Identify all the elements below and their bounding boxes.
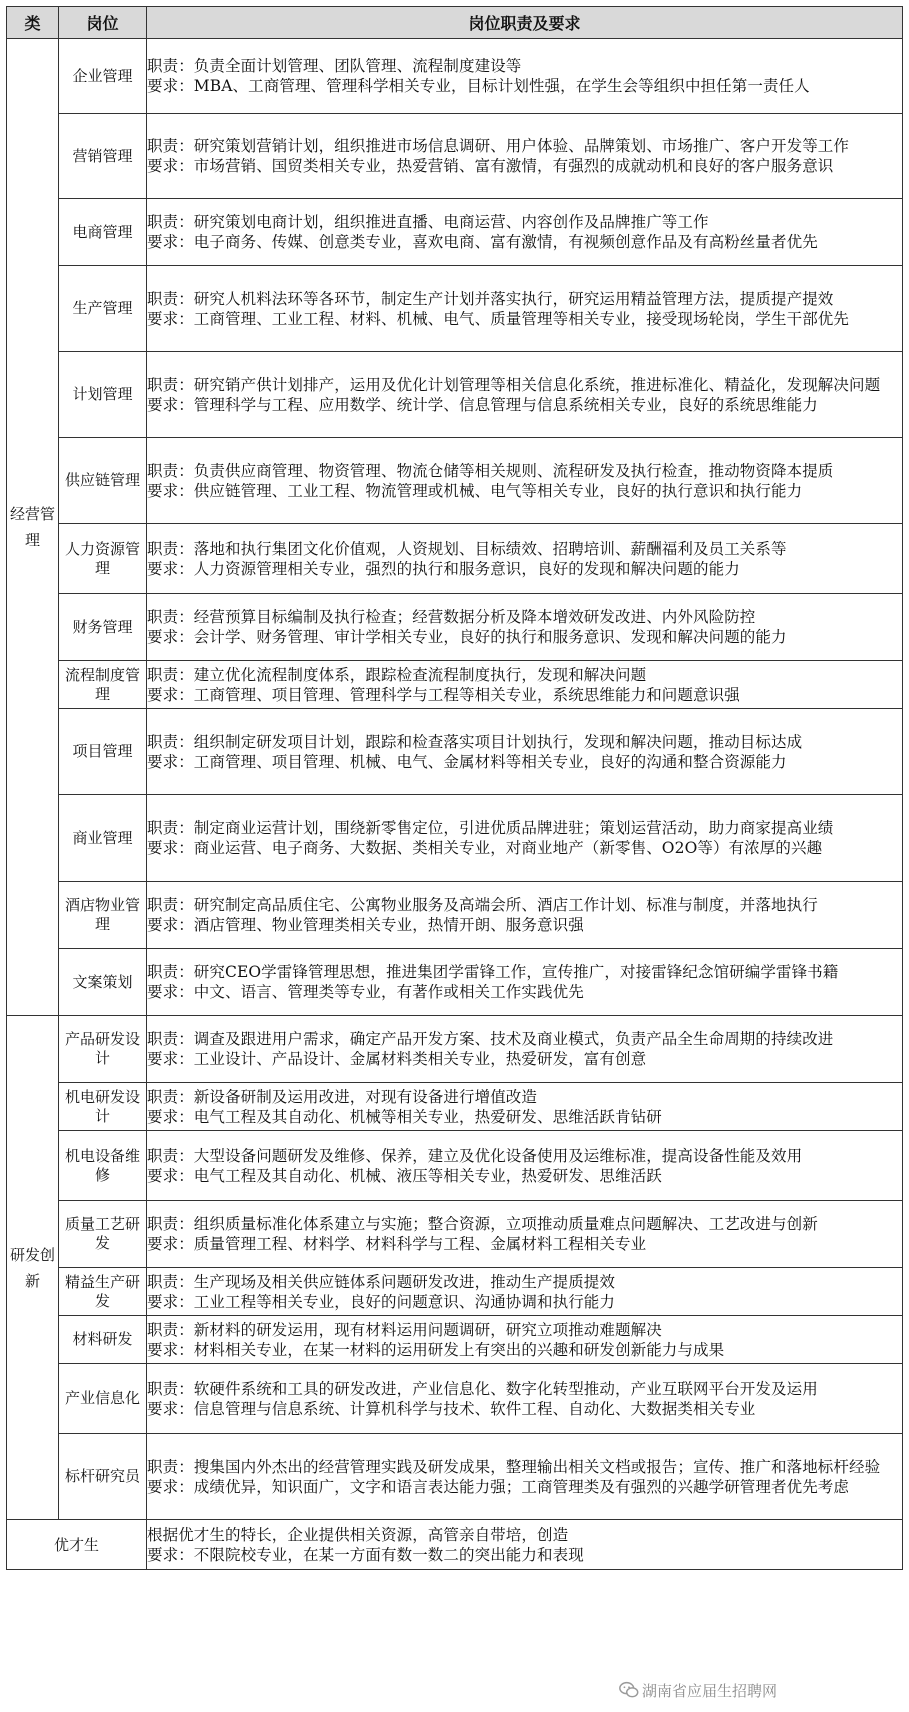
requirement-text: 要求：工商管理、项目管理、管理科学与工程等相关专业，系统思维能力和问题意识强 bbox=[147, 685, 740, 704]
description-cell bbox=[147, 1434, 903, 1520]
duty-text: 职责：建立优化流程制度体系，跟踪检查流程制度执行，发现和解决问题 bbox=[147, 665, 647, 684]
position-cell: 材料研发 bbox=[59, 1316, 147, 1364]
requirement-text: 要求：商业运营、电子商务、大数据、类相关专业，对商业地产（新零售、O2O等）有浓厚的兴趣 bbox=[147, 839, 823, 857]
position-cell: 质量工艺研发 bbox=[59, 1201, 147, 1268]
requirement-text: 要求：工业设计、产品设计、金属材料类相关专业，热爱研发，富有创意 bbox=[147, 1050, 647, 1068]
table-row bbox=[7, 114, 903, 199]
description-cell bbox=[147, 594, 903, 661]
wechat-icon bbox=[618, 1679, 640, 1701]
table-row bbox=[7, 199, 903, 266]
requirement-text: 要求：中文、语言、管理类等专业，有著作或相关工作实践优先 bbox=[147, 983, 584, 1001]
table-row bbox=[7, 1316, 903, 1364]
requirement-text: 要求：供应链管理、工业工程、物流管理或机械、电气等相关专业，良好的执行意识和执行能力 bbox=[147, 481, 803, 500]
requirement-text: 要求：市场营销、国贸类相关专业，热爱营销、富有激情，有强烈的成就动机和良好的客户服务意识 bbox=[147, 157, 834, 175]
position-cell: 商业管理 bbox=[59, 795, 147, 882]
position-cell: 文案策划 bbox=[59, 949, 147, 1016]
duty-text: 职责：组织制定研发项目计划，跟踪和检查落实项目计划执行，发现和解决问题，推动目标达成 bbox=[147, 732, 803, 751]
duty-text: 职责：研究CEO学雷锋管理思想，推进集团学雷锋工作，宣传推广，对接雷锋纪念馆研编学雷锋书籍 bbox=[147, 963, 839, 981]
requirement-text: 要求：电子商务、传媒、创意类专业，喜欢电商、富有激情，有视频创意作品及有高粉丝量者优先 bbox=[147, 233, 818, 251]
description-cell bbox=[147, 1268, 903, 1316]
description-cell bbox=[147, 438, 903, 524]
position-cell: 营销管理 bbox=[59, 114, 147, 199]
position-cell: 企业管理 bbox=[59, 39, 147, 114]
description-cell bbox=[147, 1316, 903, 1364]
header-description: 岗位职责及要求 bbox=[147, 7, 903, 39]
requirement-text: 要求：信息管理与信息系统、计算机科学与技术、软件工程、自动化、大数据类相关专业 bbox=[147, 1399, 756, 1418]
table-row bbox=[7, 438, 903, 524]
position-cell: 酒店物业管理 bbox=[59, 882, 147, 949]
table-row bbox=[7, 661, 903, 709]
duty-text: 职责：组织质量标准化体系建立与实施；整合资源，立项推动质量难点问题解决、工艺改进与创新 bbox=[147, 1215, 818, 1233]
position-cell: 电商管理 bbox=[59, 199, 147, 266]
requirement-text: 要求：管理科学与工程、应用数学、统计学、信息管理与信息系统相关专业，良好的系统思维能力 bbox=[147, 395, 818, 414]
requirement-text: 要求：会计学、财务管理、审计学相关专业，良好的执行和服务意识、发现和解决问题的能力 bbox=[147, 628, 787, 646]
table-row bbox=[7, 266, 903, 352]
table-row-special bbox=[7, 1520, 903, 1570]
duty-text: 职责：研究人机料法环等各环节，制定生产计划并落实执行，研究运用精益管理方法，提质提产提效 bbox=[147, 289, 834, 308]
description-cell bbox=[147, 949, 903, 1016]
description-cell bbox=[147, 709, 903, 795]
position-cell: 计划管理 bbox=[59, 352, 147, 438]
position-cell: 精益生产研发 bbox=[59, 1268, 147, 1316]
table-row bbox=[7, 524, 903, 594]
requirement-text: 要求：酒店管理、物业管理类相关专业，热情开朗、服务意识强 bbox=[147, 916, 584, 934]
table-row bbox=[7, 1434, 903, 1520]
requirement-text: 要求：MBA、工商管理、管理科学相关专业，目标计划性强，在学生会等组织中担任第一责任人 bbox=[147, 77, 810, 95]
duty-text: 职责：研究销产供计划排产，运用及优化计划管理等相关信息化系统，推进标准化、精益化，发现解决问题 bbox=[147, 375, 881, 394]
table-row bbox=[7, 709, 903, 795]
requirement-text: 要求：电气工程及其自动化、机械等相关专业，热爱研发、思维活跃肯钻研 bbox=[147, 1107, 662, 1126]
duty-text: 职责：搜集国内外杰出的经营管理实践及研发成果，整理输出相关文档或报告；宣传、推广和落地标杆经验 bbox=[147, 1457, 881, 1476]
requirement-text: 要求：质量管理工程、材料学、材料科学与工程、金属材料工程相关专业 bbox=[147, 1235, 647, 1253]
header-position: 岗位 bbox=[59, 7, 147, 39]
requirement-text: 要求：工业工程等相关专业，良好的问题意识、沟通协调和执行能力 bbox=[147, 1292, 616, 1311]
category-cell: 研发创新 bbox=[7, 1016, 59, 1520]
category-cell: 经营管理 bbox=[7, 39, 59, 1016]
duty-text: 职责：软硬件系统和工具的研发改进，产业信息化、数字化转型推动，产业互联网平台开发及运用 bbox=[147, 1379, 818, 1398]
position-cell: 机电设备维修 bbox=[59, 1131, 147, 1201]
duty-text: 职责：研究策划营销计划，组织推进市场信息调研、用户体验、品牌策划、市场推广、客户开发等工作 bbox=[147, 137, 850, 155]
job-positions-table bbox=[6, 6, 903, 1570]
duty-text: 职责：落地和执行集团文化价值观，人资规划、目标绩效、招聘培训、薪酬福利及员工关系等 bbox=[147, 539, 787, 558]
table-header-row bbox=[7, 7, 903, 39]
table-row bbox=[7, 594, 903, 661]
position-cell: 标杆研究员 bbox=[59, 1434, 147, 1520]
requirement-text: 要求：人力资源管理相关专业，强烈的执行和服务意识，良好的发现和解决问题的能力 bbox=[147, 559, 740, 578]
description-cell bbox=[147, 1364, 903, 1434]
duty-text: 职责：新材料的研发运用，现有材料运用问题调研，研究立项推动难题解决 bbox=[147, 1320, 662, 1339]
duty-text: 职责：新设备研制及运用改进，对现有设备进行增值改造 bbox=[147, 1087, 538, 1106]
position-cell: 产业信息化 bbox=[59, 1364, 147, 1434]
description-cell bbox=[147, 39, 903, 114]
requirement-text: 要求：不限院校专业，在某一方面有数一数二的突出能力和表现 bbox=[147, 1545, 584, 1564]
table-row bbox=[7, 882, 903, 949]
duty-text: 职责：制定商业运营计划，围绕新零售定位，引进优质品牌进驻；策划运营活动，助力商家提高业绩 bbox=[147, 819, 834, 837]
special-label-cell: 优才生 bbox=[7, 1520, 147, 1570]
requirement-text: 要求：电气工程及其自动化、机械、液压等相关专业，热爱研发、思维活跃 bbox=[147, 1166, 662, 1185]
position-cell: 财务管理 bbox=[59, 594, 147, 661]
position-cell: 产品研发设计 bbox=[59, 1016, 147, 1083]
duty-text: 职责：负责供应商管理、物资管理、物流仓储等相关规则、流程研发及执行检查，推动物资降本提质 bbox=[147, 461, 834, 480]
table-row bbox=[7, 795, 903, 882]
duty-text: 职责：调查及跟进用户需求，确定产品开发方案、技术及商业模式，负责产品全生命周期的持续改进 bbox=[147, 1030, 834, 1048]
duty-text: 职责：研究制定高品质住宅、公寓物业服务及高端会所、酒店工作计划、标准与制度，并落地执行 bbox=[147, 896, 818, 914]
table-row bbox=[7, 1364, 903, 1434]
description-cell bbox=[147, 352, 903, 438]
table-row bbox=[7, 1016, 903, 1083]
table-row bbox=[7, 352, 903, 438]
table-row bbox=[7, 1201, 903, 1268]
position-cell: 生产管理 bbox=[59, 266, 147, 352]
duty-text: 职责：生产现场及相关供应链体系问题研发改进，推动生产提质提效 bbox=[147, 1272, 616, 1291]
position-cell: 机电研发设计 bbox=[59, 1083, 147, 1131]
description-cell bbox=[147, 114, 903, 199]
duty-text: 职责：研究策划电商计划，组织推进直播、电商运营、内容创作及品牌推广等工作 bbox=[147, 213, 709, 231]
header-category: 类 bbox=[7, 7, 59, 39]
description-cell bbox=[147, 661, 903, 709]
position-cell: 流程制度管理 bbox=[59, 661, 147, 709]
duty-text: 职责：经营预算目标编制及执行检查；经营数据分析及降本增效研发改进、内外风险防控 bbox=[147, 608, 756, 626]
description-cell bbox=[147, 1520, 903, 1570]
requirement-text: 要求：工商管理、项目管理、机械、电气、金属材料等相关专业，良好的沟通和整合资源能力 bbox=[147, 752, 787, 771]
duty-text: 根据优才生的特长，企业提供相关资源，高管亲自带培，创造 bbox=[147, 1525, 569, 1544]
requirement-text: 要求：材料相关专业，在某一材料的运用研发上有突出的兴趣和研发创新能力与成果 bbox=[147, 1340, 725, 1359]
table-row bbox=[7, 1083, 903, 1131]
description-cell bbox=[147, 882, 903, 949]
duty-text: 职责：负责全面计划管理、团队管理、流程制度建设等 bbox=[147, 57, 522, 75]
duty-text: 职责：大型设备问题研发及维修、保养，建立及优化设备使用及运维标准，提高设备性能及效用 bbox=[147, 1146, 803, 1165]
position-cell: 项目管理 bbox=[59, 709, 147, 795]
description-cell bbox=[147, 524, 903, 594]
description-cell bbox=[147, 1131, 903, 1201]
description-cell bbox=[147, 1083, 903, 1131]
requirement-text: 要求：成绩优异，知识面广，文字和语言表达能力强；工商管理类及有强烈的兴趣学研管理者优先考虑 bbox=[147, 1477, 850, 1496]
watermark-text: 湖南省应届生招聘网 bbox=[642, 1681, 778, 1700]
description-cell bbox=[147, 795, 903, 882]
description-cell bbox=[147, 266, 903, 352]
requirement-text: 要求：工商管理、工业工程、材料、机械、电气、质量管理等相关专业，接受现场轮岗，学生干部优先 bbox=[147, 309, 850, 328]
description-cell bbox=[147, 199, 903, 266]
description-cell bbox=[147, 1016, 903, 1083]
table-row bbox=[7, 1131, 903, 1201]
table-row bbox=[7, 1268, 903, 1316]
source-watermark bbox=[618, 1676, 781, 1704]
table-row bbox=[7, 949, 903, 1016]
description-cell bbox=[147, 1201, 903, 1268]
table-row bbox=[7, 39, 903, 114]
position-cell: 人力资源管理 bbox=[59, 524, 147, 594]
position-cell: 供应链管理 bbox=[59, 438, 147, 524]
